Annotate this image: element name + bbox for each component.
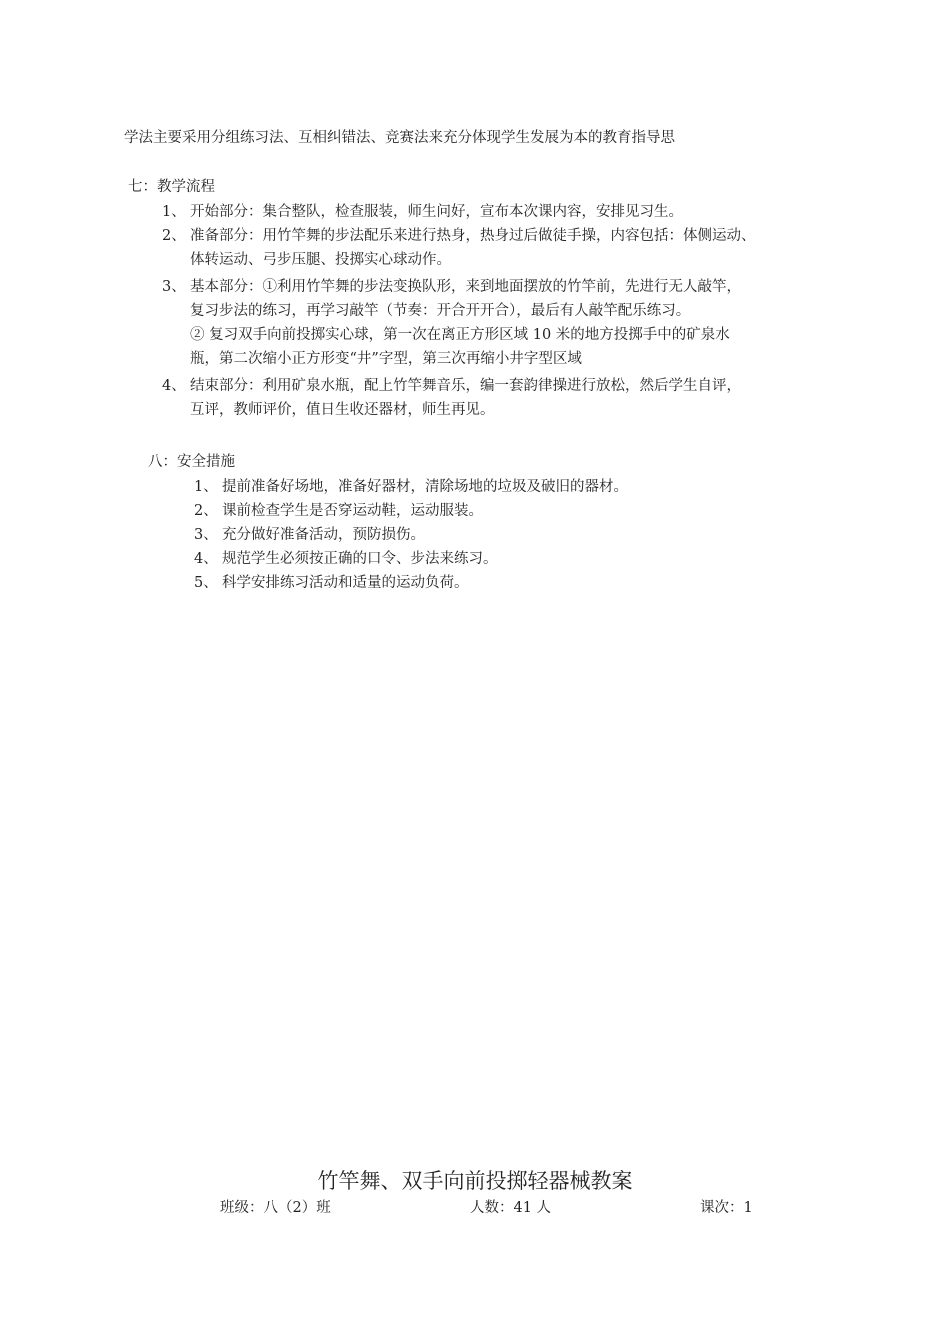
safety-item-number: 3、 bbox=[194, 527, 218, 543]
class-label: 班级：八（2）班 bbox=[220, 1200, 331, 1216]
flow-item-line: 结束部分：利用矿泉水瓶，配上竹竿舞音乐，编一套韵律操进行放松，然后学生自评， bbox=[190, 378, 741, 394]
section-heading-teaching-flow: 七：教学流程 bbox=[128, 179, 215, 195]
safety-item-text: 规范学生必须按正确的口令、步法来练习。 bbox=[222, 551, 498, 567]
safety-item-text: 科学安排练习活动和适量的运动负荷。 bbox=[222, 575, 469, 591]
safety-item-number: 5、 bbox=[194, 575, 218, 591]
safety-item-text: 提前准备好场地，准备好器材，清除场地的垃圾及破旧的器材。 bbox=[222, 479, 628, 495]
flow-item-number: 4、 bbox=[162, 378, 186, 394]
flow-item-line: 基本部分：①利用竹竿舞的步法变换队形，来到地面摆放的竹竿前，先进行无人敲竿， bbox=[190, 279, 741, 295]
flow-item-number: 2、 bbox=[162, 228, 186, 244]
flow-item-line: 开始部分：集合整队，检查服装，师生问好，宣布本次课内容，安排见习生。 bbox=[190, 204, 683, 220]
lesson-plan-title: 竹竿舞、双手向前投掷轻器械教案 bbox=[317, 1169, 633, 1193]
section-heading-safety-measures: 八：安全措施 bbox=[148, 454, 235, 470]
intro-paragraph: 学法主要采用分组练习法、互相纠错法、竞赛法来充分体现学生发展为本的教育指导思 bbox=[124, 130, 675, 146]
safety-item-1 bbox=[194, 475, 628, 499]
safety-item-text: 充分做好准备活动，预防损伤。 bbox=[222, 527, 425, 543]
flow-item-number: 1、 bbox=[162, 204, 186, 220]
flow-item-line: 互评，教师评价，值日生收还器材，师生再见。 bbox=[190, 402, 495, 418]
safety-item-4 bbox=[194, 547, 498, 571]
safety-item-3 bbox=[194, 523, 425, 547]
flow-item-number: 3、 bbox=[162, 279, 186, 295]
student-count-label: 人数：41 人 bbox=[470, 1200, 552, 1216]
flow-item-line: ② 复习双手向前投掷实心球，第一次在离正方形区域 10 米的地方投掷手中的矿泉水 bbox=[190, 327, 730, 343]
safety-item-text: 课前检查学生是否穿运动鞋，运动服装。 bbox=[222, 503, 483, 519]
lesson-number-label: 课次：1 bbox=[700, 1200, 753, 1216]
safety-item-2 bbox=[194, 499, 483, 523]
safety-item-number: 4、 bbox=[194, 551, 218, 567]
flow-item-line: 体转运动、弓步压腿、投掷实心球动作。 bbox=[190, 252, 451, 268]
flow-item-line: 复习步法的练习，再学习敲竿（节奏：开合开开合），最后有人敲竿配乐练习。 bbox=[190, 303, 691, 319]
safety-item-number: 2、 bbox=[194, 503, 218, 519]
safety-item-5 bbox=[194, 571, 469, 595]
safety-item-number: 1、 bbox=[194, 479, 218, 495]
flow-item-line: 准备部分：用竹竿舞的步法配乐来进行热身，热身过后做徒手操，内容包括：体侧运动、 bbox=[190, 228, 756, 244]
flow-item-line: 瓶，第二次缩小正方形变“井”字型，第三次再缩小井字型区域 bbox=[190, 351, 582, 367]
